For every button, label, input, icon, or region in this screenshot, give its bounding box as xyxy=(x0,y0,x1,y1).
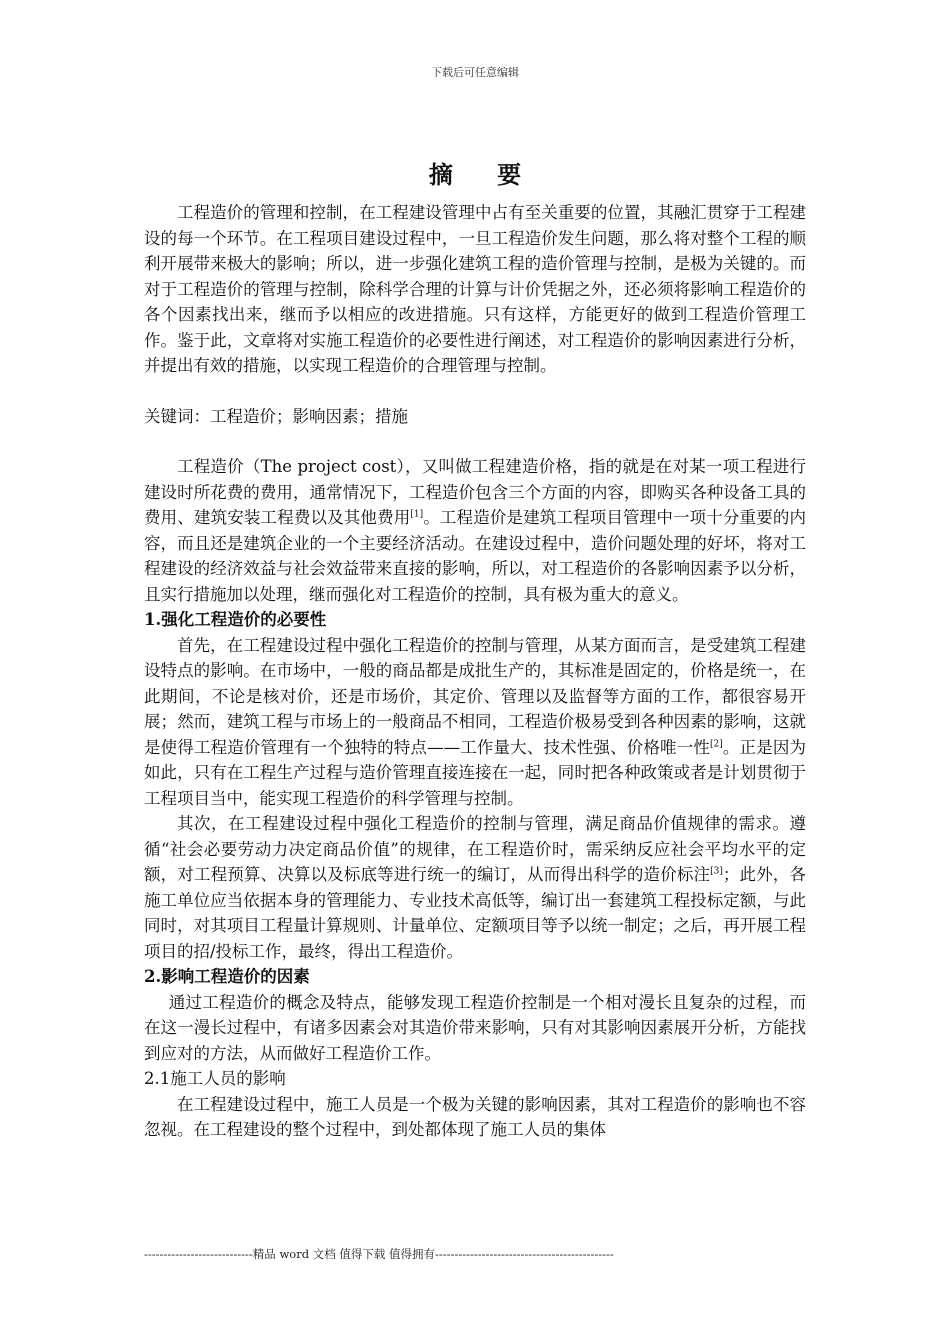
section-1-paragraph-2 xyxy=(144,811,806,964)
s1p1-text-a: 首先，在工程建设过程中强化工程造价的控制与管理，从某方面而言，是受建筑工程建设特点的影响。在市场中，一般的商品都是成批生产的，其标准是固定的，价格是统一，在此期间，不论是核对价，还是市场价，其定价、管理以及监督等方面的工作，都很容易开展；然而，建筑工程与市场上的一般商品不相同，工程造价极易受到各种因素的影响，这就是使得工程造价管理有一个独特的特点——工作量大、技术性强、价格唯一性 xyxy=(144,635,806,757)
citation-ref-1: [1] xyxy=(410,509,424,520)
section-1-paragraph-1 xyxy=(144,633,806,812)
abstract-paragraph: 工程造价的管理和控制，在工程建设管理中占有至关重要的位置，其融汇贯穿于工程建设的每一个环节。在工程项目建设过程中，一旦工程造价发生问题，那么将对整个工程的顺利开展带来极大的影响；所以，进一步强化建筑工程的造价管理与控制，是极为关键的。而对于工程造价的管理与控制，除科学合理的计算与计价凭据之外，还必须将影响工程造价的各个因素找出来，继而予以相应的改进措施。只有这样，方能更好的做到工程造价管理工作。鉴于此，文章将对实施工程造价的必要性进行阐述，对工程造价的影响因素进行分析，并提出有效的措施，以实现工程造价的合理管理与控制。 xyxy=(144,203,806,375)
document-body xyxy=(144,200,806,1143)
intro-paragraph xyxy=(144,454,806,607)
citation-ref-2: [2] xyxy=(710,739,723,749)
abstract-title: 摘 要 xyxy=(428,160,540,189)
intro-text-b: 。工程造价是建筑工程项目管理中一项十分重要的内容，而且还是建筑企业的一个主要经济活动。在建设过程中，造价问题处理的好坏，将对工程建设的经济效益与社会效益带来直接的影响，所以，对工程造价的各影响因素予以分析，且实行措施加以处理，继而强化对工程造价的控制，具有极为重大的意义。 xyxy=(144,508,807,604)
page-footer: ----------------------------精品 word 文档 值得下载 值得拥有---------------------------------------------- xyxy=(144,1247,614,1261)
section-2-paragraph-1: 通过工程造价的概念及特点，能够发现工程造价控制是一个相对漫长且复杂的过程，而在这一漫长过程中，有诸多因素会对其造价带来影响，只有对其影响因素展开分析，方能找到应对的方法，从而做好工程造价工作。 xyxy=(144,992,806,1063)
s1p2-text-b: ；此外，各施工单位应当依据本身的管理能力、专业技术高低等，编订出一套建筑工程投标定额，与此同时，对其项目工程量计算规则、计量单位、定额项目等予以统一制定；之后，再开展工程项目的招/投标工作，最终，得出工程造价。 xyxy=(144,865,807,961)
subsection-2-1-paragraph-1: 在工程建设过程中，施工人员是一个极为关键的影响因素，其对工程造价的影响也不容忽视。在工程建设的整个过程中，到处都体现了施工人员的集体 xyxy=(144,1094,806,1139)
citation-ref-3: [3] xyxy=(710,866,723,877)
subsection-2-1-heading: 2.1施工人员的影响 xyxy=(144,1069,286,1088)
page-header-note: 下载后可任意编辑 xyxy=(431,66,519,79)
section-2-heading: 2.影响工程造价的因素 xyxy=(144,967,310,986)
intro-text-a: 工程造价（The project cost），又叫做工程建造价格，指的就是在对某一项工程进行建设时所花费的费用，通常情况下，工程造价包含三个方面的内容，即购买各种设备工具的费用、建筑安装工程费以及其他费用 xyxy=(144,457,806,527)
s1p2-text-a: 其次，在工程建设过程中强化工程造价的控制与管理，满足商品价值规律的需求。遵循“社会必要劳动力决定商品价值”的规律，在工程造价时，需采纳反应社会平均水平的定额，对工程预算、决算以及标底等进行统一的编订，从而得出科学的造价标注 xyxy=(144,814,806,884)
section-1-heading: 1.强化工程造价的必要性 xyxy=(144,610,327,629)
s1p1-text-b: 。正是因为如此，只有在工程生产过程与造价管理直接连接在一起，同时把各种政策或者是计划贯彻于工程项目当中，能实现工程造价的科学管理与控制。 xyxy=(144,737,807,808)
keywords-line: 关键词：工程造价；影响因素；措施 xyxy=(144,406,408,426)
